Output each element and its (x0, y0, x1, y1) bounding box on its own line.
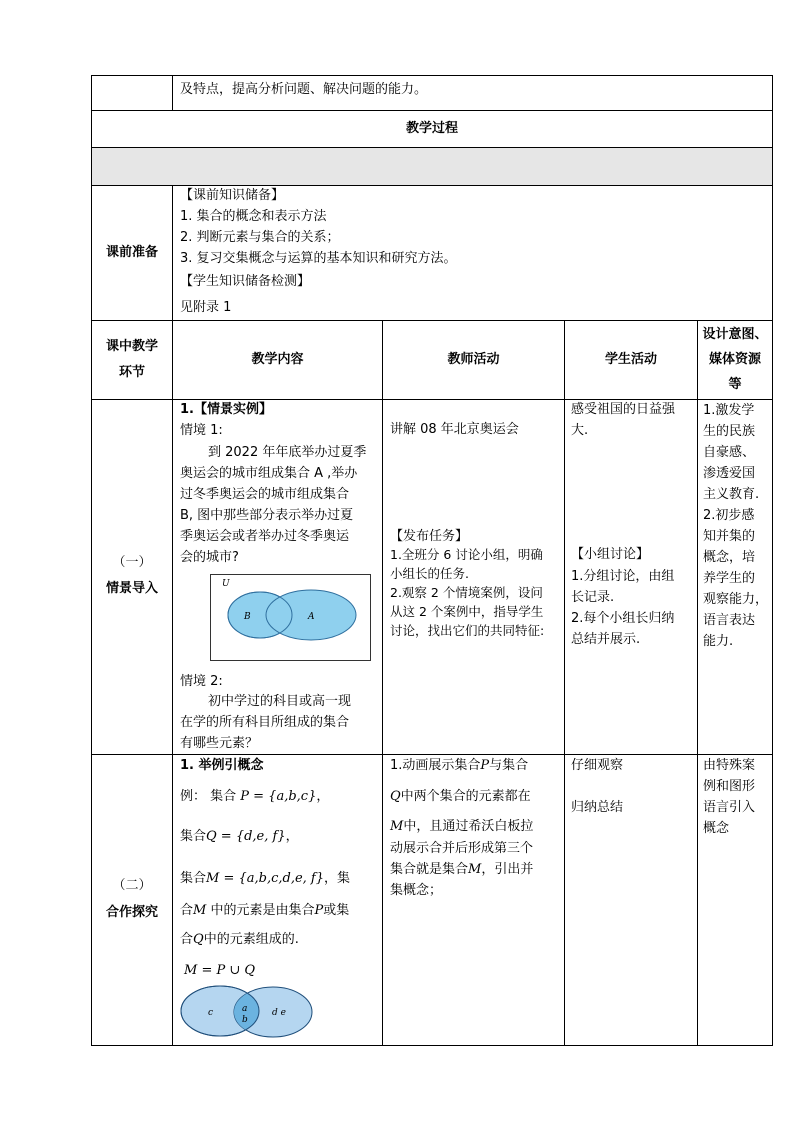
header-design-line1: 设计意图、 (702, 327, 768, 342)
design-line: 主义教育. (703, 487, 760, 502)
design-line: 渗透爱国 (703, 466, 756, 481)
design2-line: 例和图形 (703, 779, 756, 794)
scenario1-line: 到 2022 年年底举办过夏季 (208, 445, 367, 460)
teacher-task-line: 小组长的任务. (390, 566, 469, 581)
teacher-task-line: 2.观察 2 个情境案例，设问 (390, 585, 543, 600)
teacher2-line2: Q中两个集合的元素都在 (390, 789, 531, 804)
scenario2-line: 有哪些元素？ (180, 736, 259, 751)
teacher-task-line: 讨论，找出它们的共同特征: (390, 623, 545, 638)
gray-band (92, 148, 772, 185)
scenario1-line: 会的城市? (180, 550, 239, 565)
prep-heading-knowledge: 【课前知识储备】 (180, 188, 285, 203)
scenario2-label: 情境 2: (180, 674, 223, 689)
design-line: 自豪感、 (703, 445, 756, 460)
teacher2-line6: 集概念； (390, 883, 443, 898)
student-group-line: 1.分组讨论，由组 (571, 569, 675, 584)
header-stage-line2: 环节 (118, 365, 145, 380)
teacher-task-title: 【发布任务】 (390, 529, 469, 544)
student-group-line: 2.每个小组长归纳 (571, 611, 675, 626)
design-line: 1.激发学 (703, 403, 755, 418)
scenario1-line: 过冬季奥运会的城市组成集合 (180, 487, 350, 502)
set-m-prefix: 集合 (180, 871, 207, 886)
venn-label-a: A (308, 612, 315, 622)
venn-label-u: U (222, 579, 230, 589)
prep-appendix: 见附录 1 (180, 300, 232, 315)
header-content: 教学内容 (251, 352, 304, 367)
design-line: 能力. (703, 634, 734, 649)
design-line: 养学生的 (703, 571, 756, 586)
section-title: 教学过程 (405, 121, 458, 136)
venn-diagram-example (180, 984, 314, 1040)
prep-item-1: 1. 集合的概念和表示方法 (180, 209, 327, 224)
set-m-formula: M = {a,b,c,d,e, f} (206, 871, 324, 886)
objective-continuation: 及特点，提高分析问题、解决问题的能力。 (180, 82, 428, 97)
union-formula: M = P ∪ Q (184, 963, 256, 978)
student2-observe: 仔细观察 (571, 758, 624, 773)
design-line: 语言表达 (703, 613, 756, 628)
venn-label-b: B (244, 612, 251, 622)
design2-line: 语言引入 (703, 800, 756, 815)
stage2-content-title: 1. 举例引概念 (180, 758, 264, 773)
scenario1-line: 奥运会的城市组成集合 A ,举办 (180, 466, 358, 481)
union-explain-line2: 合Q中的元素组成的. (180, 932, 299, 947)
venn2-label-a: a (242, 1004, 248, 1014)
example-set-p: 例： 集合 P = {a,b,c}， (180, 789, 330, 804)
scenario1-line: B, 图中那些部分表示举办过夏 (180, 508, 354, 523)
stage2-label: 合作探究 (105, 905, 158, 920)
student-feeling-line: 感受祖国的日益强 (571, 402, 676, 417)
example-set-m (180, 869, 350, 890)
design-line: 知并集的 (703, 529, 756, 544)
scenario2-line: 初中学过的科目或高一现 (208, 694, 352, 709)
teacher2-line4: 动展示合并后形成第三个 (390, 841, 534, 856)
stage2-number: （二） (112, 878, 152, 893)
student-feeling-line: 大. (571, 423, 589, 438)
scenario1-line: 季奥运会或者举办过冬季奥运 (180, 529, 350, 544)
teacher2-line1: 1.动画展示集合P与集合 (390, 758, 529, 773)
student-group-title: 【小组讨论】 (571, 547, 650, 562)
example-set-q: 集合Q = {d,e, f}， (180, 829, 299, 844)
design2-line: 由特殊案 (703, 758, 756, 773)
stage1-label: 情景导入 (105, 581, 158, 596)
design-line: 2.初步感 (703, 508, 755, 523)
teacher-task-line: 从这 2 个案例中，指导学生 (390, 604, 544, 619)
set-q-prefix: 集合 (180, 829, 207, 844)
header-design-line3: 等 (728, 377, 742, 392)
teacher2-line3: M中，且通过希沃白板拉 (390, 819, 534, 834)
student-group-line: 总结并展示. (571, 632, 641, 647)
teacher2-line5: 集合就是集合M，引出并 (390, 862, 534, 877)
set-q-formula: Q = {d,e, f} (206, 829, 286, 844)
venn-diagram-union (210, 574, 371, 661)
stage1-number: （一） (112, 555, 152, 570)
venn2-label-c: c (208, 1008, 214, 1018)
teacher-task-line: 1.全班分 6 讨论小组，明确 (390, 547, 543, 562)
design2-line: 概念 (703, 821, 730, 836)
prep-heading-check: 【学生知识储备检测】 (180, 274, 311, 289)
prep-item-3: 3. 复习交集概念与运算的基本知识和研究方法。 (180, 251, 457, 266)
venn2-label-de: d e (272, 1008, 286, 1018)
venn2-label-b: b (242, 1015, 248, 1025)
prep-item-2: 2. 判断元素与集合的关系； (180, 230, 340, 245)
header-teacher: 教师活动 (447, 352, 500, 367)
union-explain-line1: 合M 中的元素是由集合P或集 (180, 903, 350, 918)
design-line: 生的民族 (703, 424, 756, 439)
student2-summarize: 归纳总结 (571, 800, 624, 815)
prep-label: 课前准备 (105, 245, 158, 260)
set-m-suffix: ，集 (324, 871, 351, 886)
example-prefix: 例： 集合 (180, 789, 237, 804)
teacher-intro: 讲解 08 年北京奥运会 (390, 422, 519, 437)
stage1-content-title: 1.【情景实例】 (180, 402, 272, 417)
design-line: 观察能力， (703, 592, 769, 607)
header-design-line2: 媒体资源 (708, 352, 761, 367)
design-line: 概念，培 (703, 550, 756, 565)
scenario1-label: 情境 1: (180, 423, 223, 438)
set-p-formula: P = {a,b,c} (240, 789, 317, 804)
header-stage-line1: 课中教学 (105, 339, 158, 354)
header-student: 学生活动 (604, 352, 657, 367)
student-group-line: 长记录. (571, 590, 615, 605)
scenario2-line: 在学的所有科目所组成的集合 (180, 715, 350, 730)
